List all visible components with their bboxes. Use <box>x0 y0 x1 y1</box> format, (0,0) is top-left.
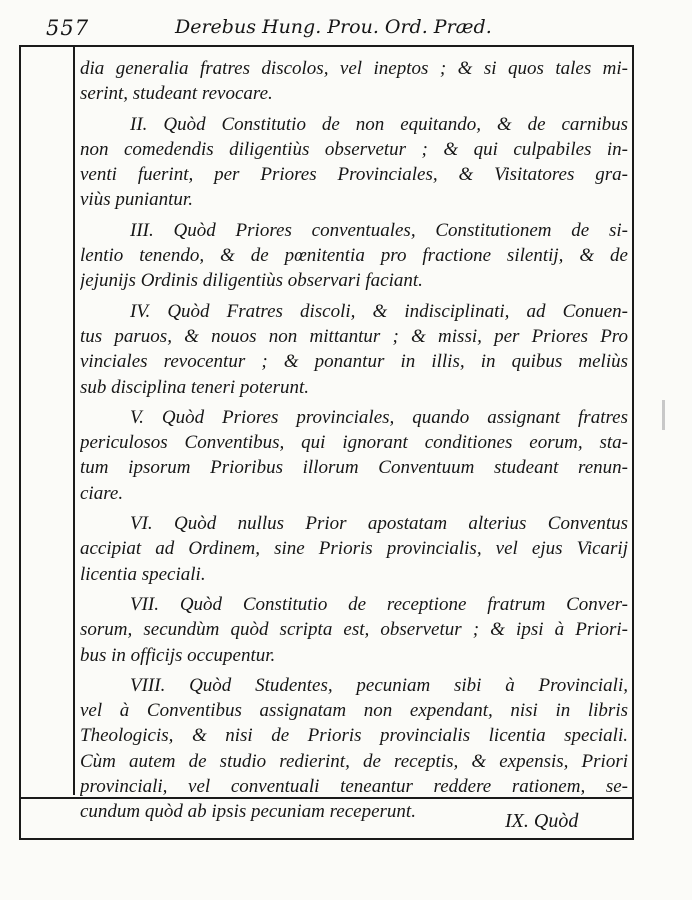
text-line: VII. Quòd Constitutio de receptione fratrum Conver- <box>130 593 628 615</box>
page-header <box>20 14 632 44</box>
text-line: II. Quòd Constitutio de non equitando, & de carnibus <box>130 113 628 135</box>
paragraph-article-7 <box>80 592 628 668</box>
catchword: IX. Quòd <box>505 810 579 832</box>
text-line: dia generalia fratres discolos, vel ineptos ; & si quos tales mi- <box>80 58 628 79</box>
text-line: V. Quòd Priores provinciales, quando assignant fratres <box>130 406 628 428</box>
text-line: ciare. <box>80 482 124 504</box>
text-line: provinciali, vel conventuali teneantur reddere rationem, se- <box>80 776 628 798</box>
running-head: Derebus Hung. Prou. Ord. Præd. <box>175 16 492 38</box>
paragraph-article-2 <box>80 112 628 213</box>
text-line: venti fuerint, per Priores Provinciales, & Visitatores gra- <box>80 164 628 186</box>
text-line: tum ipsorum Prioribus illorum Conventuum studeant renun- <box>80 457 628 479</box>
scan-edge-mark <box>662 400 665 430</box>
text-line: III. Quòd Priores conventuales, Constitutionem de si- <box>130 219 628 241</box>
text-line: VI. Quòd nullus Prior apostatam alterius Conventus <box>130 513 628 535</box>
text-line: VIII. Quòd Studentes, pecuniam sibi à Provinciali, <box>130 674 628 696</box>
page-bottom-rule <box>19 838 634 840</box>
page-number: 557 <box>46 16 90 40</box>
text-line: accipiat ad Ordinem, sine Prioris provincialis, vel ejus Vicarij <box>80 538 628 560</box>
paragraph-article-8 <box>80 673 628 825</box>
paragraph-article-6 <box>80 511 628 587</box>
top-rule <box>19 45 634 47</box>
text-line: lentio tenendo, & de pœnitentia pro fractione silentij, & de <box>80 245 628 267</box>
outer-margin-rule <box>19 45 21 840</box>
text-line: serint, studeant revocare. <box>80 83 273 105</box>
text-line: tus paruos, & nouos non mittantur ; & missi, per Priores Pro <box>80 325 628 347</box>
text-line: licentia speciali. <box>80 563 206 585</box>
paragraph-article-3 <box>80 218 628 294</box>
paragraph-0 <box>80 56 628 107</box>
text-line: jejunijs Ordinis diligentiùs observari faciant. <box>80 270 423 292</box>
paragraph-article-5 <box>80 405 628 506</box>
text-line: cundum quòd ab ipsis pecuniam receperunt. <box>80 801 416 823</box>
right-margin-rule <box>632 45 634 840</box>
text-line: Cùm autem de studio redierint, de receptis, & expensis, Priori <box>80 750 628 772</box>
inner-margin-rule <box>73 45 75 795</box>
text-line: non comedendis diligentiùs observetur ; & qui culpabiles in- <box>80 138 628 160</box>
text-line: periculosos Conventibus, qui ignorant conditiones eorum, sta- <box>80 432 628 454</box>
paragraph-article-4 <box>80 299 628 400</box>
text-line: sorum, secundùm quòd scripta est, observetur ; & ipsi à Priori- <box>80 619 628 641</box>
text-line: IV. Quòd Fratres discoli, & indisciplinati, ad Conuen- <box>130 300 628 322</box>
text-line: viùs puniantur. <box>80 189 193 211</box>
text-line: vel à Conventibus assignatam non expendant, nisi in libris <box>80 700 628 722</box>
text-line: Theologicis, & nisi de Prioris provincialis licentia speciali. <box>80 725 628 747</box>
text-line: sub disciplina teneri poterunt. <box>80 376 310 398</box>
text-line: bus in officijs occupentur. <box>80 644 276 666</box>
body-text <box>80 56 628 830</box>
text-line: vinciales revocentur ; & ponantur in illis, in quibus meliùs <box>80 351 628 373</box>
